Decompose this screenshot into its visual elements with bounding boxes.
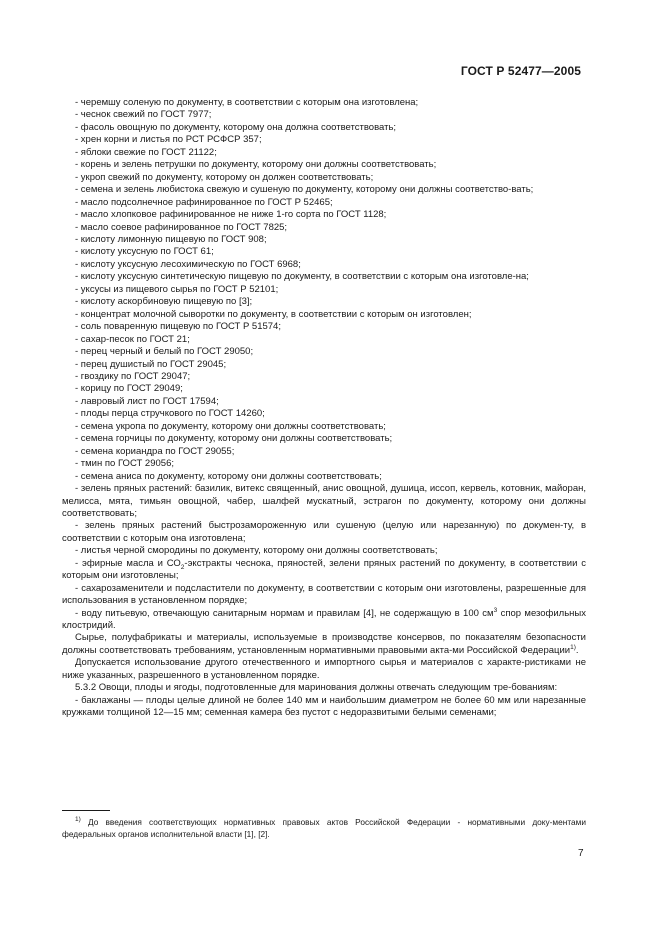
footnote-ref: 1)	[570, 643, 576, 651]
text-run: Сырье, полуфабрикаты и материалы, используемые в производстве консервов, по показателям безопасности должны соответствовать требованиям, установленным нормативными правовыми акта-ми Российской Федерации	[62, 632, 586, 656]
list-item: - соль поваренную пищевую по ГОСТ Р 51574;	[75, 321, 281, 333]
list-item: - корицу по ГОСТ 29049;	[75, 383, 183, 395]
list-item: - чеснок свежий по ГОСТ 7977;	[75, 109, 212, 121]
document-body	[62, 97, 586, 720]
paragraph	[62, 632, 586, 657]
list-item: - концентрат молочной сыворотки по документу, в соответствии с которым он изготовлен;	[75, 308, 472, 320]
text-run: - воду питьевую, отвечающую санитарным нормам и правилам [4], не содержащую в 100 см	[75, 607, 494, 619]
list-item: - яблоки свежие по ГОСТ 21122;	[75, 146, 217, 158]
list-item: - укроп свежий по документу, которому он должен соответствовать;	[75, 171, 374, 183]
list-item: - уксусы из пищевого сырья по ГОСТ Р 52101;	[75, 283, 279, 295]
list-item: - зелень пряных растений: базилик, витекс священный, анис овощной, душица, иссоп, кервель, котовник, майоран, мелисса, мята, тимьян овощной, чабер, шалфей мускатный, эстрагон по документу, которому они должны соответствовать;	[62, 483, 586, 519]
superscript: 3	[493, 606, 498, 614]
footnote-marker: 1)	[75, 816, 81, 824]
page-number: 7	[578, 848, 584, 859]
list-item: - кислоту уксусную синтетическую пищевую по документу, в соответствии с которым она изготовле-на;	[75, 271, 529, 283]
standard-header: ГОСТ Р 52477—2005	[460, 64, 581, 78]
list-item: - гвоздику по ГОСТ 29047;	[75, 370, 191, 382]
list-item: - сахарозаменители и подсластители по документу, в соответствии с которым они изготовлены, разрешенные для использования в установленном порядке;	[62, 582, 586, 607]
list-item: - зелень пряных растений быстрозамороженную или сушеную (целую или нарезанную) по докумен-ту, в соответствии с которым она изготовлена;	[62, 520, 586, 544]
list-item: - семена кориандра по ГОСТ 29055;	[75, 445, 235, 457]
text-run: .	[575, 644, 579, 656]
list-item	[62, 608, 586, 633]
list-item: - масло хлопковое рафинированное не ниже 1-го сорта по ГОСТ 1128;	[75, 209, 387, 221]
list-item: - фасоль овощную по документу, которому она должна соответствовать;	[75, 121, 397, 133]
list-item: - кислоту уксусную лесохимическую по ГОСТ 6968;	[75, 258, 301, 270]
list-item: - семена горчицы по документу, которому они должны соответствовать;	[75, 433, 393, 445]
list-item: - перец черный и белый по ГОСТ 29050;	[75, 346, 254, 358]
list-item: - масло подсолнечное рафинированное по ГОСТ Р 52465;	[75, 196, 333, 208]
list-item: - кислоту аскорбиновую пищевую по [3];	[75, 296, 253, 308]
section-paragraph: 5.3.2 Овощи, плоды и ягоды, подготовленные для маринования должны отвечать следующим тре-бованиям:	[75, 682, 558, 694]
list-item: - черемшу соленую по документу, в соответствии с которым она изготовлена;	[75, 97, 419, 108]
list-item: - тмин по ГОСТ 29056;	[75, 458, 174, 470]
list-item: - семена укропа по документу, которому они должны соответствовать;	[75, 420, 386, 432]
footnote-text: До введения соответствующих нормативных правовых актов Российской Федерации - нормативными доку-ментами федеральных органов исполнительной власти [1], [2].	[62, 817, 586, 839]
list-item: - кислоту уксусную по ГОСТ 61;	[75, 246, 214, 258]
list-item: - масло соевое рафинированное по ГОСТ 7825;	[75, 221, 288, 233]
list-item	[62, 558, 586, 583]
list-item: - корень и зелень петрушки по документу, которому они должны соответствовать;	[75, 159, 437, 171]
footnote	[62, 816, 586, 840]
subscript: 2	[180, 563, 185, 571]
list-item: - плоды перца стручкового по ГОСТ 14260;	[75, 408, 265, 420]
text-run: спор мезофильных клостридий.	[62, 607, 586, 632]
list-item: - перец душистый по ГОСТ 29045;	[75, 358, 227, 370]
text-run: - эфирные масла и СО	[75, 557, 181, 569]
list-item: - лавровый лист по ГОСТ 17594;	[75, 395, 219, 407]
list-item: - листья черной смородины по документу, которому они должны соответствовать;	[75, 545, 438, 557]
list-item: - сахар-песок по ГОСТ 21;	[75, 333, 190, 345]
paragraph: Допускается использование другого отечественного и импортного сырья и материалов с характе-ристиками не ниже указанных, разрешенного в установленном порядке.	[62, 657, 586, 681]
text-run: -экстракты чеснока, пряностей, зелени пряных растений по документу, в соответствии с которым они изготовлены;	[62, 557, 586, 582]
list-item: - семена и зелень любистока свежую и сушеную по документу, которому они должны соответство-вать;	[75, 184, 534, 196]
list-item: - семена аниса по документу, которому они должны соответствовать;	[75, 470, 382, 482]
footnote-divider	[62, 810, 110, 811]
list-item: - кислоту лимонную пищевую по ГОСТ 908;	[75, 233, 267, 245]
list-item: - хрен корни и листья по РСТ РСФСР 357;	[75, 134, 262, 146]
list-item: - баклажаны — плоды целые длиной не более 140 мм и наибольшим диаметром не более 60 мм или нарезанные кружками толщиной 12—15 мм; семенная камера без пустот с недоразвитыми белыми семенами;	[62, 694, 586, 719]
